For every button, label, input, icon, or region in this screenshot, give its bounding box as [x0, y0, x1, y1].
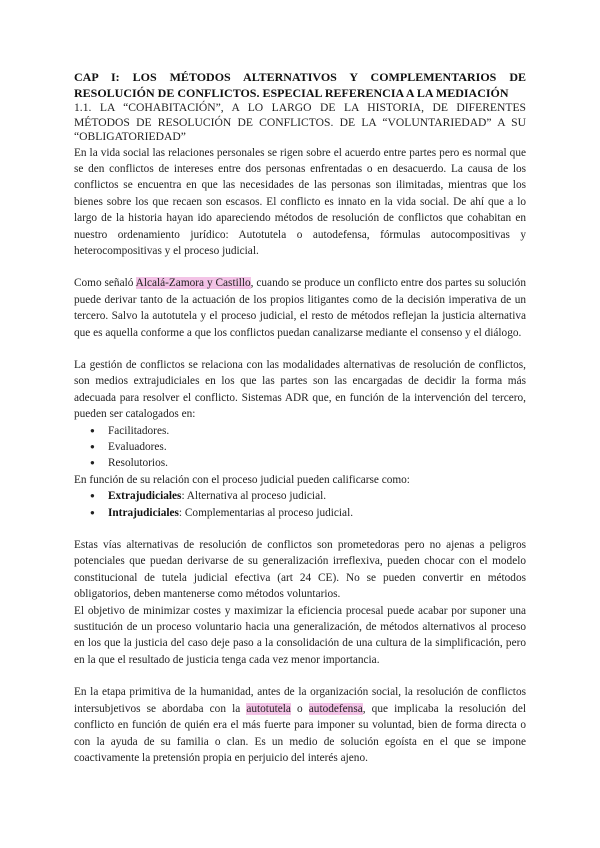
judicial-relation-list — [74, 488, 526, 521]
highlighted-term-autodefensa: autodefensa — [308, 702, 363, 715]
paragraph-4: En función de su relación con el proceso judicial pueden calificarse como: — [74, 473, 410, 486]
paragraph-3: La gestión de conflictos se relaciona con las modalidades alternativas de resolución de conflictos, son medios extrajudiciales en los que las partes son las encargadas de decidir la forma más adecuada para resolver el conflicto. Sistemas ADR que, en función de la intervención del tercero, pueden ser catalogados en: — [74, 358, 526, 421]
list-desc: : Complementarias al proceso judicial. — [178, 506, 354, 519]
highlighted-term-autotutela: autotutela — [246, 702, 291, 715]
paragraph-7-text-a: En la etapa primitiva de la humanidad, antes de la organización social, la resolución de conflictos intersubjetivos se abordaba con la — [74, 686, 526, 715]
paragraph-1: En la vida social las relaciones personales se rigen sobre el acuerdo entre partes pero es normal que se den conflictos de intereses entre dos personas enfrentadas o en desacuerdo. La causa de los conflictos se encuentra en que las necesidades de las personas son ilimitadas, mientras que los bienes sobre los que recaen son escasos. El conflicto es innato en la vida social. De ahí que a lo largo de la historia hayan ido apareciendo métodos de resolución de conflictos que cohabitan en nuestro ordenamiento jurídico: Autotutela o autodefensa, fórmulas autocompositivas y heterocompositivas y el proceso judicial. — [74, 146, 526, 257]
chapter-title: CAP I: LOS MÉTODOS ALTERNATIVOS Y COMPLEMENTARIOS DE RESOLUCIÓN DE CONFLICTOS. ESPECIAL REFERENCIA A LA MEDIACIÓN — [74, 70, 526, 100]
list-term: Extrajudiciales — [108, 490, 182, 503]
list-term: Intrajudiciales — [108, 506, 179, 519]
paragraph-2 — [74, 275, 526, 341]
paragraph-2-text-a: Como señaló — [74, 277, 136, 290]
adr-type-list — [74, 423, 526, 472]
list-item — [108, 505, 526, 521]
list-item: ● Evaluadores. — [108, 439, 526, 455]
paragraph-7 — [74, 684, 526, 766]
paragraph-5: Estas vías alternativas de resolución de conflictos son prometedoras pero no ajenas a peligros potenciales que puedan derivarse de su generalización irreflexiva, pueden chocar con el modelo constitucional de tutela judicial efectiva (art 24 CE). No se pueden convertir en métodos obligatorios, deben mantenerse como métodos voluntarios. — [74, 539, 526, 601]
highlighted-author: Alcalá-Zamora y Castillo — [135, 277, 251, 290]
list-desc: : Alternativa al proceso judicial. — [181, 490, 327, 503]
list-item: ● Facilitadores. — [108, 423, 526, 439]
list-item — [108, 488, 526, 504]
section-heading: 1.1. LA “COHABITACIÓN”, A LO LARGO DE LA HISTORIA, DE DIFERENTES MÉTODOS DE RESOLUCIÓN DE CONFLICTOS. DE LA “VOLUNTARIEDAD” A SU “OBLIGATORIEDAD” — [74, 101, 526, 143]
paragraph-7-text-c: , que implicaba la resolución del conflicto en función de quién era el más fuerte para imponer su voluntad, bien de forma directa o con la ayuda de su familia o clan. Es un medio de solución egoísta en el que se impone coactivamente la pretensión propia en perjuicio del interés ajeno. — [74, 702, 526, 764]
paragraph-7-text-b: o — [290, 702, 309, 715]
list-item: ● Resolutorios. — [108, 455, 526, 471]
paragraph-6: El objetivo de minimizar costes y maximizar la eficiencia procesal puede acabar por suponer una sustitución de un proceso voluntario hacia una generalización, de métodos alternativos al proceso en los que la justicia del caso deje paso a la consolidación de una cultura de la simplificación, pero en la que el resultado de justicia tenga cada vez menor importancia. — [74, 604, 526, 666]
paragraph-2-text-b: , cuando se produce un conflicto entre dos partes su solución puede derivar tanto de la actuación de los propios litigantes como de la decisión imperativa de un tercero. Salvo la autotutela y el proceso judicial, el resto de métodos reflejan la justicia alternativa que es aquella conforme a que los conflictos puedan canalizarse mediante el consenso y el diálogo. — [74, 277, 526, 339]
